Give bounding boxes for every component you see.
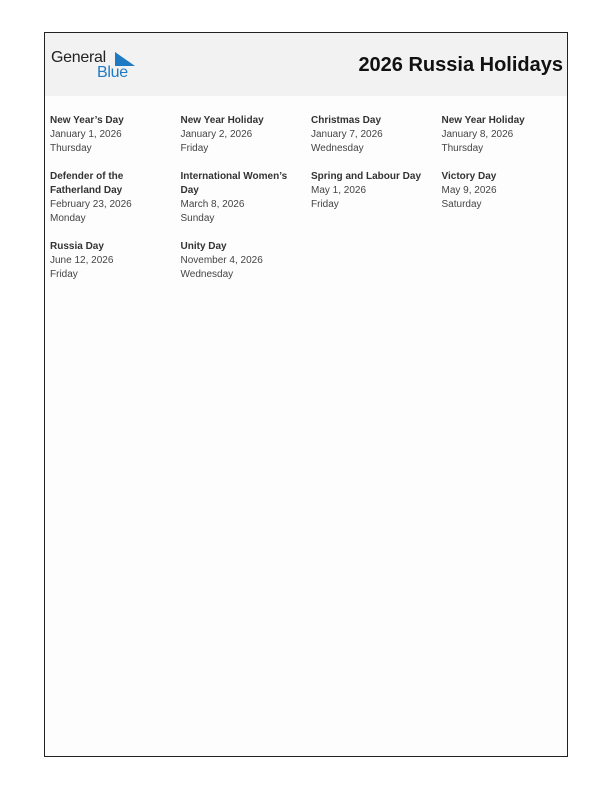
holiday-name: New Year Holiday — [441, 115, 525, 126]
holiday-list — [50, 114, 570, 282]
holiday-weekday: Monday — [50, 213, 86, 224]
holiday-weekday: Friday — [180, 143, 209, 154]
holiday-weekday: Wednesday — [311, 143, 364, 154]
holiday-name: New Year’s Day — [50, 115, 124, 126]
holiday-name: Unity Day — [180, 241, 227, 252]
logo-blue-text: Blue — [97, 64, 128, 81]
holiday-date: January 2, 2026 — [180, 129, 253, 140]
holiday-weekday: Thursday — [50, 143, 92, 154]
holiday-date: January 7, 2026 — [311, 129, 383, 140]
holiday-entry — [181, 240, 312, 282]
holiday-date: March 8, 2026 — [180, 199, 245, 210]
holiday-entry — [50, 170, 181, 226]
page-frame — [44, 32, 568, 757]
holiday-date: November 4, 2026 — [180, 255, 263, 266]
holiday-entry — [181, 114, 312, 156]
holiday-entry — [311, 114, 442, 156]
holiday-weekday: Wednesday — [180, 269, 234, 280]
holiday-entry — [50, 240, 181, 282]
holiday-date: May 9, 2026 — [441, 185, 497, 196]
holiday-weekday: Thursday — [441, 143, 484, 154]
holiday-entry — [311, 170, 442, 226]
generalblue-logo — [51, 49, 141, 85]
holiday-entry — [442, 170, 570, 226]
holiday-name: International Women’s Day — [180, 171, 288, 196]
holiday-entry — [442, 114, 570, 156]
holiday-entry — [50, 114, 181, 156]
holiday-weekday: Friday — [50, 269, 78, 280]
page-title: 2026 Russia Holidays — [358, 54, 563, 76]
holiday-name: Defender of the Fatherland Day — [50, 171, 124, 196]
holiday-name: New Year Holiday — [180, 115, 264, 126]
holiday-date: January 8, 2026 — [441, 129, 514, 140]
holiday-entry — [181, 170, 312, 226]
holiday-weekday: Saturday — [441, 199, 482, 210]
holiday-name: Victory Day — [441, 171, 497, 182]
holiday-weekday: Sunday — [180, 213, 215, 224]
holiday-date: June 12, 2026 — [50, 255, 114, 266]
holiday-date: May 1, 2026 — [311, 185, 367, 196]
holiday-date: February 23, 2026 — [50, 199, 132, 210]
holiday-name: Russia Day — [50, 241, 104, 252]
header-band — [45, 33, 567, 96]
holiday-date: January 1, 2026 — [50, 129, 122, 140]
holiday-weekday: Friday — [311, 199, 339, 210]
logo-general-text: General — [51, 49, 106, 66]
holiday-name: Christmas Day — [311, 115, 382, 126]
holiday-name: Spring and Labour Day — [311, 171, 422, 182]
